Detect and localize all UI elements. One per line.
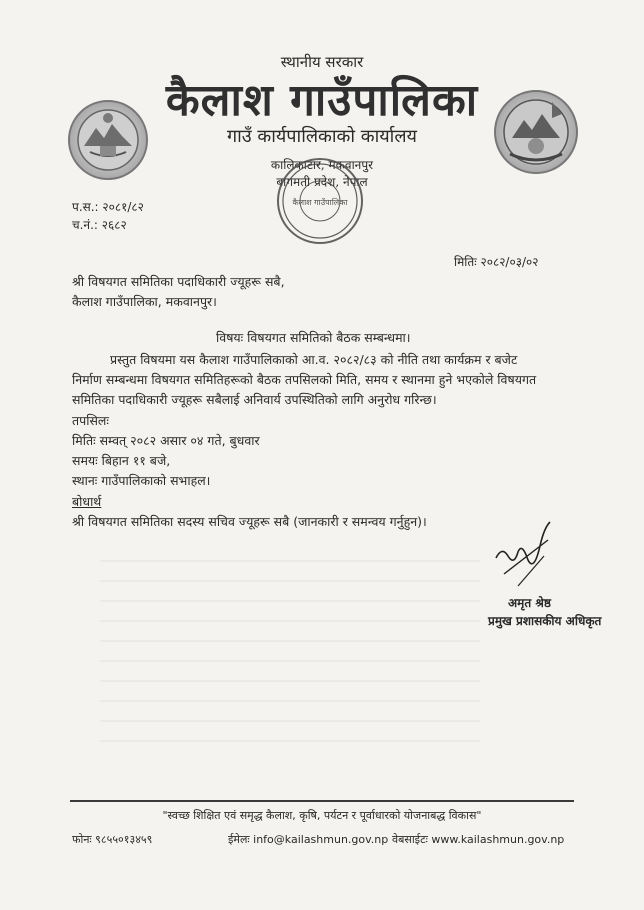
footer-phone: फोनः ९८५५०१३४५९ <box>72 833 153 846</box>
stamp-text: कैलाश गाउँपालिका <box>292 198 348 207</box>
letter-date: मितिः २०८२/०३/०२ <box>454 255 539 269</box>
address-line-2: बागमती प्रदेश, नेपाल <box>276 175 368 189</box>
meeting-place: स्थानः गाउँपालिकाको सभाहल। <box>72 473 211 488</box>
recipient-line-1: श्री विषयगत समितिका पदाधिकारी ज्यूहरू सबै, <box>72 274 285 289</box>
dispatch-number: च.नं.: २६८२ <box>72 218 127 232</box>
cc-heading: बोधार्थ <box>72 494 102 509</box>
meeting-date: मितिः सम्वत् २०८२ असार ०४ गते, बुधवार <box>72 433 260 448</box>
signatory-name: अमृत श्रेष्ठ <box>508 596 551 610</box>
government-label: स्थानीय सरकार <box>280 53 364 71</box>
office-title: गाउँ कार्यपालिकाको कार्यालय <box>227 126 417 147</box>
footer-website: वेबसाईटः www.kailashmun.gov.np <box>392 833 565 846</box>
footer-slogan: "स्वच्छ शिक्षित एवं समृद्ध कैलाश, कृषि, पर्यटन र पूर्वाधारको योजनाबद्ध विकास" <box>162 809 482 822</box>
details-heading: तपसिलः <box>72 413 109 428</box>
footer-divider <box>70 800 574 802</box>
body-line-1: प्रस्तुत विषयमा यस कैलाश गाउँपालिकाको आ.व. २०८२/८३ को नीति तथा कार्यक्रम र बजेट <box>110 352 518 367</box>
signature-mark <box>488 516 558 596</box>
cc-line: श्री विषयगत समितिका सदस्य सचिव ज्यूहरू सबै (जानकारी र समन्वय गर्नुहुन)। <box>72 514 427 529</box>
body-line-3: समितिका पदाधिकारी ज्यूहरू सबैलाई अनिवार्य उपस्थितिको लागि अनुरोध गरिन्छ। <box>72 392 437 407</box>
body-line-2: निर्माण सम्बन्धमा विषयगत समितिहरूको बैठक तपसिलको मिति, समय र स्थानमा हुने भएकोले विषयगत <box>72 372 537 387</box>
recipient-line-2: कैलाश गाउँपालिका, मकवानपुर। <box>72 294 217 309</box>
footer-email: ईमेलः info@kailashmun.gov.np <box>228 833 389 846</box>
bleed-through <box>100 560 480 760</box>
signatory-title: प्रमुख प्रशासकीय अधिकृत <box>488 614 602 628</box>
subject-line: विषयः विषयगत समितिको बैठक सम्बन्धमा। <box>216 330 411 345</box>
meeting-time: समयः बिहान ११ बजे, <box>72 453 171 468</box>
municipality-title: कैलाश गाउँपालिका <box>165 75 479 126</box>
address-line-1: कालिकाटार, मकवानपुर <box>270 158 374 172</box>
office-stamp <box>277 158 363 244</box>
reference-number: प.स.: २०८१/८२ <box>72 200 144 214</box>
